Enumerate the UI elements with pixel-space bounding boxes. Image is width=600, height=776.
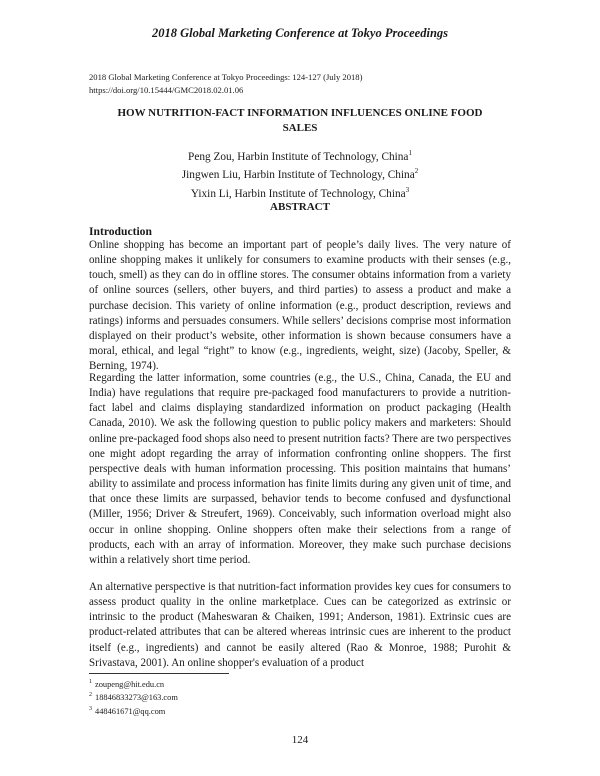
- author-name-affiliation: Jingwen Liu, Harbin Institute of Technology, China: [181, 169, 415, 182]
- footnote-item: [89, 677, 178, 690]
- doi-link[interactable]: https://doi.org/10.15444/GMC2018.02.01.06: [89, 85, 244, 95]
- citation-block: [89, 71, 362, 97]
- author-line: [90, 164, 510, 182]
- footnote-divider: [89, 673, 229, 674]
- footnote-email: 18846833273@163.com: [95, 693, 178, 703]
- footnote-mark: 2: [89, 692, 92, 699]
- footnote-email: 448461671@qq.com: [95, 706, 166, 716]
- author-line: [90, 146, 510, 164]
- author-list: [90, 146, 510, 201]
- footnote-mark: 1: [89, 679, 92, 685]
- body-paragraph: An alternative perspective is that nutrition-fact information provides key cues for consumers to assess product quality in the online marketplace. Cues can be categorized as extrinsic or intrinsic to the product (Maheswaran & Chaiken, 1991; Anderson, 1981). Extrinsic cues are product-related attributes that can be altered whereas intrinsic cues are inherent to the product itself (e.g., ingredients) and cannot be easily altered (Rao & Monroe, 1988; Purohit & Srivastava, 2001). An online shopper's evaluation of a product: [89, 581, 511, 669]
- author-name-affiliation: Peng Zou, Harbin Institute of Technology, China: [188, 150, 409, 163]
- body-paragraph: Regarding the latter information, some countries (e.g., the U.S., China, Canada, the EU and India) have regulations that require pre-packaged food manufacturers to provide a nutrition-fact label and claims displaying standardized information on product packaging (Health Canada, 2010). We ask the following question to public policy makers and marketers: Should online pre-packaged food shops also need to present nutrition facts? There are two perspectives one might adopt regarding the array of information confronting online shoppers. The first perspective deals with human information processing. This position maintains that humans’ ability to assimilate and process information has finite limits during any given unit of time, and that once these limits are surpassed, behavior tends to become confused and dysfunctional (Miller, 1956; Driver & Streufert, 1969). Conceivably, such information overload might also occur in online shopping. Online shoppers often make their selections from a range of products, each with an array of information. Moreover, they make such purchase decisions within a relatively short time period.: [89, 372, 511, 566]
- body-paragraph: Online shopping has become an important part of people’s daily lives. The very nature of online shopping makes it unlikely for consumers to examine products with their senses (e.g., touch, smell) as they can do in offline stores. The consumer obtains information from a variety of online sources (sellers, other buyers, and third parties) to assess a product and make a purchase decision. This variety of online information (e.g., product description, reviews and ratings) informs and persuades consumers. While sellers’ decisions comprise most information displayed on their product’s website, other information is shown because consumers have a moral, ethical, and legal “right” to know (e.g., ingredients, weight, size) (Jacoby, Speller, & Berning, 1974).: [89, 239, 511, 373]
- footnotes: [89, 677, 178, 717]
- footnote-item: [89, 704, 178, 717]
- author-line: [90, 183, 510, 201]
- footnote-mark: 1: [408, 149, 412, 157]
- footnote-mark: 3: [89, 705, 92, 712]
- paper-title-line-2: SALES: [282, 121, 318, 134]
- paper-title-line-1: HOW NUTRITION-FACT INFORMATION INFLUENCES ONLINE FOOD: [117, 107, 483, 119]
- citation-line: 2018 Global Marketing Conference at Tokyo Proceedings: 124-127 (July 2018): [89, 72, 363, 82]
- abstract-heading: ABSTRACT: [270, 201, 330, 213]
- footnote-mark: 3: [405, 185, 410, 194]
- footnote-item: [89, 690, 178, 703]
- paper-title: [90, 106, 510, 135]
- footnote-email: zoupeng@hit.edu.cn: [95, 679, 165, 689]
- footnote-mark: 2: [414, 167, 419, 176]
- page-number: 124: [291, 734, 309, 746]
- section-heading: Introduction: [89, 225, 152, 238]
- running-header: 2018 Global Marketing Conference at Tokyo Proceedings: [151, 26, 449, 40]
- author-name-affiliation: Yixin Li, Harbin Institute of Technology, China: [190, 187, 406, 200]
